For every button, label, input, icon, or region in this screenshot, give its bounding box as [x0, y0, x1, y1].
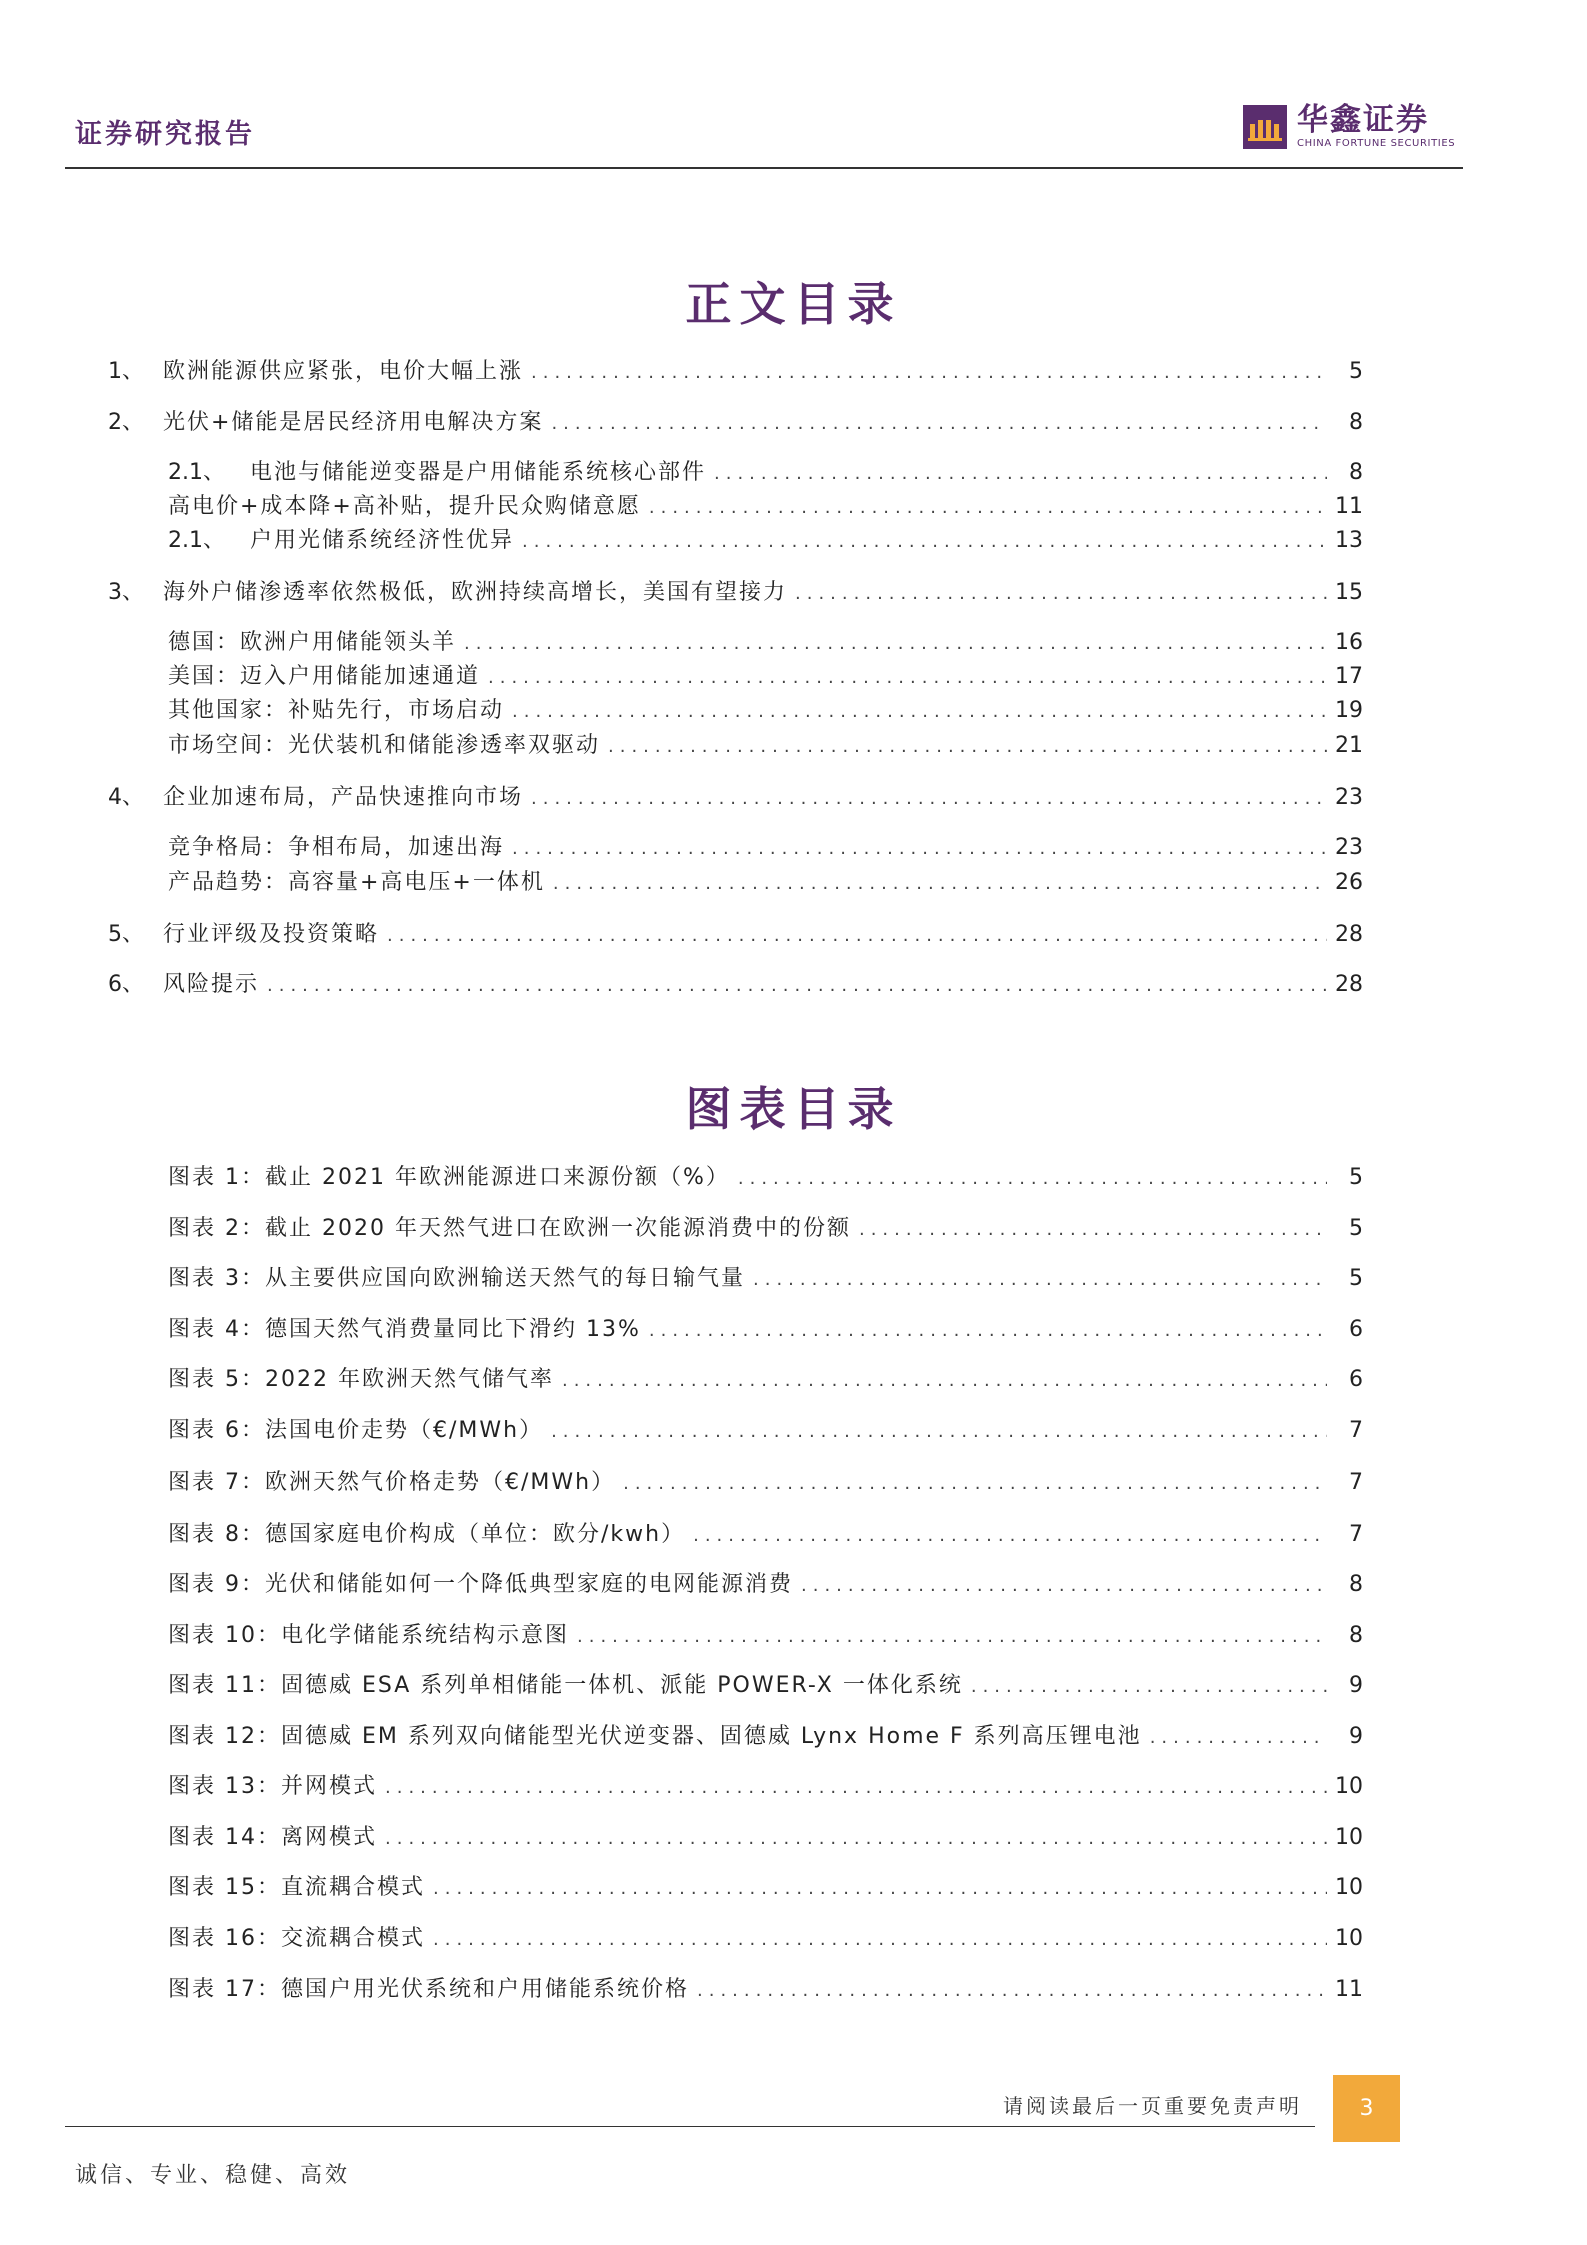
figure-entry-page-number: 9 [1349, 1673, 1363, 1698]
figure-entry-text: 图表 15：直流耦合模式 [168, 1875, 425, 1900]
dot-leader [795, 579, 1327, 609]
figure-entry-text: 图表 17：德国户用光伏系统和户用储能系统价格 [168, 1977, 689, 2002]
toc-entry-row[interactable] [168, 492, 1363, 523]
dot-leader [553, 869, 1327, 899]
toc-entry-row[interactable] [108, 783, 1363, 814]
figure-entry-text: 图表 5：2022 年欧洲天然气储气率 [168, 1367, 554, 1392]
toc-entry-text: 市场空间：光伏装机和储能渗透率双驱动 [168, 733, 601, 758]
dot-leader [859, 1215, 1327, 1245]
toc-entry-text: 户用光储系统经济性优异 [250, 528, 515, 553]
figure-entry-page-number: 5 [1349, 1165, 1363, 1190]
figure-entry-text: 图表 9：光伏和储能如何一个降低典型家庭的电网能源消费 [168, 1572, 793, 1597]
figure-entry-page-number: 10 [1335, 1774, 1363, 1799]
figure-entry-page-number: 11 [1335, 1977, 1363, 2002]
figure-entry-text: 图表 12：固德威 EM 系列双向储能型光伏逆变器、固德威 Lynx Home F 系列高压锂电池 [168, 1724, 1142, 1749]
figure-entry-row[interactable] [168, 1924, 1363, 1955]
dot-leader [385, 1773, 1327, 1803]
toc-entry-row[interactable] [168, 833, 1363, 864]
toc-entry-page-number: 26 [1335, 870, 1363, 895]
dot-leader [738, 1164, 1327, 1194]
figure-entry-row[interactable] [168, 1214, 1363, 1245]
toc-entry-text: 产品趋势：高容量+高电压+一体机 [168, 870, 545, 895]
dot-leader [551, 409, 1327, 439]
figure-entry-page-number: 10 [1335, 1875, 1363, 1900]
toc-entry-page-number: 23 [1335, 785, 1363, 810]
toc-entry-text: 欧洲能源供应紧张，电价大幅上涨 [163, 359, 524, 384]
toc-entry-row[interactable] [168, 868, 1363, 899]
dot-leader [714, 459, 1327, 489]
figure-entry-text: 图表 16：交流耦合模式 [168, 1926, 425, 1951]
figure-entry-page-number: 5 [1349, 1216, 1363, 1241]
toc-entry-page-number: 11 [1335, 494, 1363, 519]
logo-name-cn: 华鑫证券 [1297, 102, 1429, 138]
footer-slogan: 诚信、专业、稳健、高效 [75, 2163, 351, 2188]
toc-entry-page-number: 17 [1335, 664, 1363, 689]
page-number-badge: 3 [1333, 2075, 1400, 2142]
toc-entry-page-number: 21 [1335, 733, 1363, 758]
figure-entry-page-number: 10 [1335, 1825, 1363, 1850]
dot-leader [623, 1469, 1327, 1499]
toc-entry-row[interactable] [168, 628, 1363, 659]
toc-entry-text: 风险提示 [163, 972, 260, 997]
dot-leader [488, 663, 1327, 693]
logo-mark-icon [1243, 105, 1287, 149]
dot-leader [971, 1672, 1327, 1702]
figure-entry-row[interactable] [168, 1570, 1363, 1601]
figure-entry-page-number: 5 [1349, 1266, 1363, 1291]
figure-entry-row[interactable] [168, 1823, 1363, 1854]
toc-entry-row[interactable] [108, 920, 1363, 951]
dot-leader [531, 784, 1327, 814]
figure-entry-row[interactable] [168, 1873, 1363, 1904]
figure-entry-page-number: 6 [1349, 1367, 1363, 1392]
toc-entry-text: 光伏+储能是居民经济用电解决方案 [163, 410, 544, 435]
dot-leader [608, 732, 1327, 762]
toc-entry-number: 2、 [108, 410, 144, 435]
toc-entry-row[interactable] [168, 696, 1363, 727]
toc-entry-text: 德国：欧洲户用储能领头羊 [168, 630, 457, 655]
dot-leader [512, 834, 1327, 864]
disclaimer-note: 请阅读最后一页重要免责声明 [1003, 2094, 1302, 2118]
figure-entry-row[interactable] [168, 1416, 1363, 1447]
figure-entry-text: 图表 1：截止 2021 年欧洲能源进口来源份额（%） [168, 1165, 730, 1190]
toc-entry-number: 2.1、 [168, 528, 225, 553]
figures-title: 图表目录 [685, 1082, 902, 1136]
dot-leader [801, 1571, 1327, 1601]
figure-entry-row[interactable] [168, 1163, 1363, 1194]
figure-entry-page-number: 7 [1349, 1470, 1363, 1495]
dot-leader [385, 1824, 1327, 1854]
toc-entry-page-number: 23 [1335, 835, 1363, 860]
figure-entry-row[interactable] [168, 1772, 1363, 1803]
toc-entry-row[interactable] [108, 970, 1363, 1001]
dot-leader [693, 1521, 1327, 1551]
dot-leader [649, 493, 1327, 523]
toc-entry-page-number: 16 [1335, 630, 1363, 655]
toc-entry-text: 行业评级及投资策略 [163, 922, 380, 947]
toc-entry-text: 电池与储能逆变器是户用储能系统核心部件 [250, 460, 707, 485]
figure-entry-text: 图表 14：离网模式 [168, 1825, 377, 1850]
figure-entry-text: 图表 4：德国天然气消费量同比下滑约 13% [168, 1317, 641, 1342]
footer-divider [65, 2126, 1315, 2127]
dot-leader [512, 697, 1327, 727]
toc-entry-row[interactable] [108, 408, 1363, 439]
dot-leader [649, 1316, 1327, 1346]
toc-entry-number: 4、 [108, 785, 144, 810]
toc-entry-text: 其他国家：补贴先行，市场启动 [168, 698, 505, 723]
report-type-label: 证券研究报告 [75, 119, 255, 150]
toc-entry-number: 6、 [108, 972, 144, 997]
dot-leader [433, 1874, 1327, 1904]
toc-entry-text: 企业加速布局，产品快速推向市场 [163, 785, 524, 810]
toc-entry-row[interactable] [168, 458, 1363, 489]
logo-name-en: CHINA FORTUNE SECURITIES [1297, 138, 1456, 149]
toc-entry-page-number: 28 [1335, 972, 1363, 997]
figure-entry-row[interactable] [168, 1315, 1363, 1346]
dot-leader [433, 1925, 1327, 1955]
toc-entry-number: 2.1、 [168, 460, 225, 485]
figure-entry-text: 图表 6：法国电价走势（€/MWh） [168, 1418, 544, 1443]
figure-entry-row[interactable] [168, 1975, 1363, 2006]
toc-entry-text: 美国：迈入户用储能加速通道 [168, 664, 481, 689]
toc-entry-page-number: 8 [1349, 460, 1363, 485]
dot-leader [1150, 1723, 1327, 1753]
figure-entry-text: 图表 3：从主要供应国向欧洲输送天然气的每日输气量 [168, 1266, 745, 1291]
toc-entry-page-number: 28 [1335, 922, 1363, 947]
figure-entry-page-number: 9 [1349, 1724, 1363, 1749]
figure-entry-row[interactable] [168, 1264, 1363, 1295]
figure-entry-text: 图表 13：并网模式 [168, 1774, 377, 1799]
dot-leader [562, 1366, 1327, 1396]
figure-entry-text: 图表 11：固德威 ESA 系列单相储能一体机、派能 POWER-X 一体化系统 [168, 1673, 963, 1698]
toc-entry-row[interactable] [168, 731, 1363, 762]
header-divider [65, 167, 1463, 169]
figure-entry-text: 图表 10：电化学储能系统结构示意图 [168, 1623, 569, 1648]
figure-entry-page-number: 7 [1349, 1418, 1363, 1443]
figure-entry-row[interactable] [168, 1468, 1363, 1499]
toc-entry-page-number: 5 [1349, 359, 1363, 384]
toc-entry-number: 3、 [108, 580, 144, 605]
figure-entry-text: 图表 8：德国家庭电价构成（单位：欧分/kwh） [168, 1522, 686, 1547]
figure-entry-row[interactable] [168, 1722, 1363, 1753]
toc-entry-row[interactable] [168, 662, 1363, 693]
dot-leader [522, 527, 1327, 557]
dot-leader [387, 921, 1327, 951]
figure-entry-page-number: 8 [1349, 1572, 1363, 1597]
dot-leader [697, 1976, 1327, 2006]
dot-leader [267, 971, 1327, 1001]
toc-entry-text: 高电价+成本降+高补贴，提升民众购储意愿 [168, 494, 641, 519]
figure-entry-row[interactable] [168, 1520, 1363, 1551]
dot-leader [753, 1265, 1327, 1295]
dot-leader [577, 1622, 1327, 1652]
toc-entry-page-number: 19 [1335, 698, 1363, 723]
dot-leader [551, 1417, 1327, 1447]
figure-entry-text: 图表 2：截止 2020 年天然气进口在欧洲一次能源消费中的份额 [168, 1216, 851, 1241]
toc-entry-page-number: 13 [1335, 528, 1363, 553]
toc-entry-text: 竞争格局：争相布局，加速出海 [168, 835, 505, 860]
toc-entry-number: 5、 [108, 922, 144, 947]
toc-entry-row[interactable] [108, 578, 1363, 609]
toc-entry-number: 1、 [108, 359, 144, 384]
dot-leader [464, 629, 1327, 659]
figure-entry-page-number: 7 [1349, 1522, 1363, 1547]
figure-entry-row[interactable] [168, 1365, 1363, 1396]
figure-entry-row[interactable] [168, 1671, 1363, 1702]
figure-entry-row[interactable] [168, 1621, 1363, 1652]
dot-leader [531, 358, 1327, 388]
figure-entry-page-number: 10 [1335, 1926, 1363, 1951]
toc-entry-row[interactable] [168, 526, 1363, 557]
toc-entry-page-number: 8 [1349, 410, 1363, 435]
figure-entry-page-number: 8 [1349, 1623, 1363, 1648]
toc-title: 正文目录 [685, 277, 902, 331]
company-logo [1243, 103, 1455, 150]
figure-entry-page-number: 6 [1349, 1317, 1363, 1342]
toc-entry-row[interactable] [108, 357, 1363, 388]
toc-entry-text: 海外户储渗透率依然极低，欧洲持续高增长，美国有望接力 [163, 580, 788, 605]
figure-entry-text: 图表 7：欧洲天然气价格走势（€/MWh） [168, 1470, 616, 1495]
toc-entry-page-number: 15 [1335, 580, 1363, 605]
